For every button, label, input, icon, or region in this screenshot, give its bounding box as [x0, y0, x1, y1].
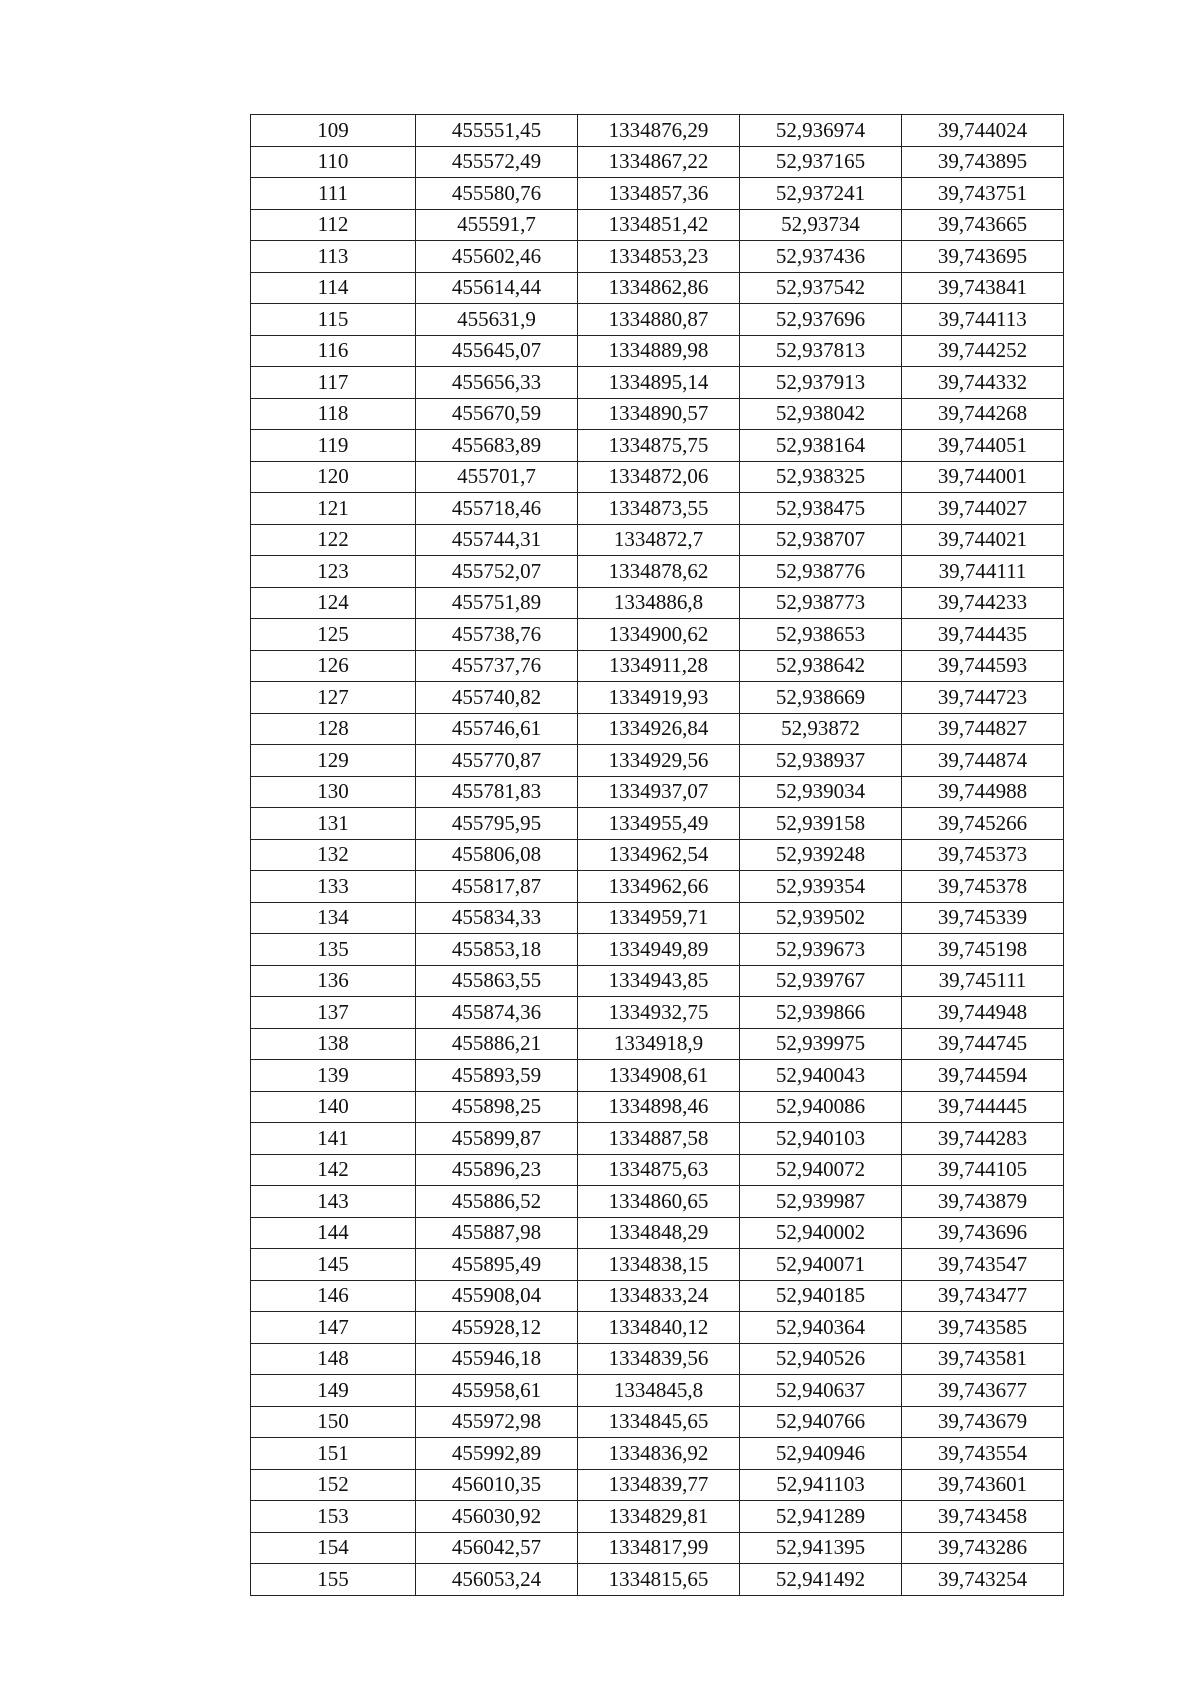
- table-row: [251, 335, 1064, 367]
- table-row: [251, 1564, 1064, 1596]
- coordinates-table: [250, 114, 1064, 1596]
- longitude-cell: 39,745266: [902, 808, 1064, 840]
- table-row: [251, 178, 1064, 210]
- longitude-cell: 39,743554: [902, 1438, 1064, 1470]
- point-number-cell: 147: [251, 1312, 416, 1344]
- y-coordinate-cell: 1334840,12: [578, 1312, 740, 1344]
- longitude-cell: 39,744445: [902, 1091, 1064, 1123]
- x-coordinate-cell: 455893,59: [416, 1060, 578, 1092]
- point-number-cell: 151: [251, 1438, 416, 1470]
- y-coordinate-cell: 1334962,66: [578, 871, 740, 903]
- latitude-cell: 52,937436: [740, 241, 902, 273]
- point-number-cell: 135: [251, 934, 416, 966]
- y-coordinate-cell: 1334887,58: [578, 1123, 740, 1155]
- longitude-cell: 39,743254: [902, 1564, 1064, 1596]
- point-number-cell: 116: [251, 335, 416, 367]
- y-coordinate-cell: 1334872,06: [578, 461, 740, 493]
- point-number-cell: 122: [251, 524, 416, 556]
- x-coordinate-cell: 455580,76: [416, 178, 578, 210]
- table-row: [251, 1091, 1064, 1123]
- longitude-cell: 39,743665: [902, 209, 1064, 241]
- point-number-cell: 133: [251, 871, 416, 903]
- point-number-cell: 152: [251, 1469, 416, 1501]
- point-number-cell: 118: [251, 398, 416, 430]
- y-coordinate-cell: 1334919,93: [578, 682, 740, 714]
- table-row: [251, 1343, 1064, 1375]
- x-coordinate-cell: 455853,18: [416, 934, 578, 966]
- point-number-cell: 121: [251, 493, 416, 525]
- table-row: [251, 619, 1064, 651]
- x-coordinate-cell: 455863,55: [416, 965, 578, 997]
- x-coordinate-cell: 455737,76: [416, 650, 578, 682]
- table-row: [251, 902, 1064, 934]
- table-row: [251, 1217, 1064, 1249]
- x-coordinate-cell: 455898,25: [416, 1091, 578, 1123]
- point-number-cell: 126: [251, 650, 416, 682]
- y-coordinate-cell: 1334895,14: [578, 367, 740, 399]
- x-coordinate-cell: 455670,59: [416, 398, 578, 430]
- latitude-cell: 52,940043: [740, 1060, 902, 1092]
- x-coordinate-cell: 455718,46: [416, 493, 578, 525]
- y-coordinate-cell: 1334932,75: [578, 997, 740, 1029]
- table-row: [251, 1406, 1064, 1438]
- table-row: [251, 524, 1064, 556]
- y-coordinate-cell: 1334862,86: [578, 272, 740, 304]
- point-number-cell: 129: [251, 745, 416, 777]
- longitude-cell: 39,743895: [902, 146, 1064, 178]
- y-coordinate-cell: 1334900,62: [578, 619, 740, 651]
- latitude-cell: 52,938164: [740, 430, 902, 462]
- point-number-cell: 149: [251, 1375, 416, 1407]
- table-row: [251, 871, 1064, 903]
- latitude-cell: 52,937696: [740, 304, 902, 336]
- latitude-cell: 52,940946: [740, 1438, 902, 1470]
- point-number-cell: 113: [251, 241, 416, 273]
- x-coordinate-cell: 455701,7: [416, 461, 578, 493]
- y-coordinate-cell: 1334886,8: [578, 587, 740, 619]
- x-coordinate-cell: 455740,82: [416, 682, 578, 714]
- point-number-cell: 144: [251, 1217, 416, 1249]
- table-row: [251, 493, 1064, 525]
- x-coordinate-cell: 455551,45: [416, 115, 578, 147]
- table-row: [251, 209, 1064, 241]
- y-coordinate-cell: 1334929,56: [578, 745, 740, 777]
- y-coordinate-cell: 1334860,65: [578, 1186, 740, 1218]
- longitude-cell: 39,743601: [902, 1469, 1064, 1501]
- point-number-cell: 137: [251, 997, 416, 1029]
- x-coordinate-cell: 455738,76: [416, 619, 578, 651]
- longitude-cell: 39,745339: [902, 902, 1064, 934]
- point-number-cell: 125: [251, 619, 416, 651]
- y-coordinate-cell: 1334833,24: [578, 1280, 740, 1312]
- latitude-cell: 52,941492: [740, 1564, 902, 1596]
- latitude-cell: 52,940071: [740, 1249, 902, 1281]
- table-row: [251, 1532, 1064, 1564]
- y-coordinate-cell: 1334875,63: [578, 1154, 740, 1186]
- longitude-cell: 39,744268: [902, 398, 1064, 430]
- longitude-cell: 39,744001: [902, 461, 1064, 493]
- longitude-cell: 39,744435: [902, 619, 1064, 651]
- table-row: [251, 556, 1064, 588]
- x-coordinate-cell: 455614,44: [416, 272, 578, 304]
- latitude-cell: 52,938653: [740, 619, 902, 651]
- y-coordinate-cell: 1334949,89: [578, 934, 740, 966]
- longitude-cell: 39,744252: [902, 335, 1064, 367]
- y-coordinate-cell: 1334873,55: [578, 493, 740, 525]
- point-number-cell: 136: [251, 965, 416, 997]
- point-number-cell: 112: [251, 209, 416, 241]
- longitude-cell: 39,744021: [902, 524, 1064, 556]
- x-coordinate-cell: 455899,87: [416, 1123, 578, 1155]
- x-coordinate-cell: 455744,31: [416, 524, 578, 556]
- longitude-cell: 39,743458: [902, 1501, 1064, 1533]
- point-number-cell: 111: [251, 178, 416, 210]
- x-coordinate-cell: 455746,61: [416, 713, 578, 745]
- table-row: [251, 713, 1064, 745]
- table-row: [251, 650, 1064, 682]
- latitude-cell: 52,938937: [740, 745, 902, 777]
- x-coordinate-cell: 455908,04: [416, 1280, 578, 1312]
- y-coordinate-cell: 1334898,46: [578, 1091, 740, 1123]
- point-number-cell: 146: [251, 1280, 416, 1312]
- table-row: [251, 745, 1064, 777]
- table-row: [251, 934, 1064, 966]
- y-coordinate-cell: 1334875,75: [578, 430, 740, 462]
- point-number-cell: 127: [251, 682, 416, 714]
- table-row: [251, 304, 1064, 336]
- table-row: [251, 997, 1064, 1029]
- table-row: [251, 272, 1064, 304]
- y-coordinate-cell: 1334836,92: [578, 1438, 740, 1470]
- x-coordinate-cell: 456053,24: [416, 1564, 578, 1596]
- x-coordinate-cell: 455752,07: [416, 556, 578, 588]
- x-coordinate-cell: 455886,52: [416, 1186, 578, 1218]
- point-number-cell: 148: [251, 1343, 416, 1375]
- latitude-cell: 52,940103: [740, 1123, 902, 1155]
- y-coordinate-cell: 1334839,56: [578, 1343, 740, 1375]
- point-number-cell: 110: [251, 146, 416, 178]
- table-row: [251, 241, 1064, 273]
- table-row: [251, 1060, 1064, 1092]
- latitude-cell: 52,939987: [740, 1186, 902, 1218]
- longitude-cell: 39,743477: [902, 1280, 1064, 1312]
- latitude-cell: 52,93734: [740, 209, 902, 241]
- longitude-cell: 39,743695: [902, 241, 1064, 273]
- point-number-cell: 150: [251, 1406, 416, 1438]
- longitude-cell: 39,743547: [902, 1249, 1064, 1281]
- x-coordinate-cell: 456010,35: [416, 1469, 578, 1501]
- table-row: [251, 1249, 1064, 1281]
- y-coordinate-cell: 1334845,8: [578, 1375, 740, 1407]
- point-number-cell: 134: [251, 902, 416, 934]
- y-coordinate-cell: 1334890,57: [578, 398, 740, 430]
- y-coordinate-cell: 1334857,36: [578, 178, 740, 210]
- y-coordinate-cell: 1334851,42: [578, 209, 740, 241]
- table-row: [251, 965, 1064, 997]
- x-coordinate-cell: 455806,08: [416, 839, 578, 871]
- table-row: [251, 1438, 1064, 1470]
- x-coordinate-cell: 455874,36: [416, 997, 578, 1029]
- latitude-cell: 52,940526: [740, 1343, 902, 1375]
- latitude-cell: 52,940766: [740, 1406, 902, 1438]
- table-row: [251, 1312, 1064, 1344]
- table-row: [251, 115, 1064, 147]
- x-coordinate-cell: 455895,49: [416, 1249, 578, 1281]
- latitude-cell: 52,939354: [740, 871, 902, 903]
- table-row: [251, 367, 1064, 399]
- latitude-cell: 52,938325: [740, 461, 902, 493]
- latitude-cell: 52,940072: [740, 1154, 902, 1186]
- y-coordinate-cell: 1334918,9: [578, 1028, 740, 1060]
- longitude-cell: 39,744988: [902, 776, 1064, 808]
- latitude-cell: 52,938669: [740, 682, 902, 714]
- y-coordinate-cell: 1334878,62: [578, 556, 740, 588]
- y-coordinate-cell: 1334926,84: [578, 713, 740, 745]
- latitude-cell: 52,941103: [740, 1469, 902, 1501]
- point-number-cell: 120: [251, 461, 416, 493]
- y-coordinate-cell: 1334867,22: [578, 146, 740, 178]
- point-number-cell: 145: [251, 1249, 416, 1281]
- longitude-cell: 39,744113: [902, 304, 1064, 336]
- latitude-cell: 52,940637: [740, 1375, 902, 1407]
- x-coordinate-cell: 455886,21: [416, 1028, 578, 1060]
- point-number-cell: 128: [251, 713, 416, 745]
- x-coordinate-cell: 455683,89: [416, 430, 578, 462]
- longitude-cell: 39,745198: [902, 934, 1064, 966]
- point-number-cell: 154: [251, 1532, 416, 1564]
- x-coordinate-cell: 455834,33: [416, 902, 578, 934]
- x-coordinate-cell: 455751,89: [416, 587, 578, 619]
- longitude-cell: 39,745111: [902, 965, 1064, 997]
- table-row: [251, 1186, 1064, 1218]
- longitude-cell: 39,744111: [902, 556, 1064, 588]
- longitude-cell: 39,744024: [902, 115, 1064, 147]
- x-coordinate-cell: 455781,83: [416, 776, 578, 808]
- y-coordinate-cell: 1334880,87: [578, 304, 740, 336]
- point-number-cell: 117: [251, 367, 416, 399]
- x-coordinate-cell: 455631,9: [416, 304, 578, 336]
- longitude-cell: 39,745373: [902, 839, 1064, 871]
- x-coordinate-cell: 455946,18: [416, 1343, 578, 1375]
- point-number-cell: 114: [251, 272, 416, 304]
- latitude-cell: 52,93872: [740, 713, 902, 745]
- longitude-cell: 39,743841: [902, 272, 1064, 304]
- point-number-cell: 155: [251, 1564, 416, 1596]
- coordinates-table-body: [251, 115, 1064, 1596]
- longitude-cell: 39,744233: [902, 587, 1064, 619]
- latitude-cell: 52,939034: [740, 776, 902, 808]
- point-number-cell: 119: [251, 430, 416, 462]
- longitude-cell: 39,744027: [902, 493, 1064, 525]
- point-number-cell: 140: [251, 1091, 416, 1123]
- x-coordinate-cell: 455591,7: [416, 209, 578, 241]
- point-number-cell: 153: [251, 1501, 416, 1533]
- point-number-cell: 123: [251, 556, 416, 588]
- latitude-cell: 52,939866: [740, 997, 902, 1029]
- y-coordinate-cell: 1334838,15: [578, 1249, 740, 1281]
- x-coordinate-cell: 455887,98: [416, 1217, 578, 1249]
- x-coordinate-cell: 455602,46: [416, 241, 578, 273]
- y-coordinate-cell: 1334937,07: [578, 776, 740, 808]
- latitude-cell: 52,941289: [740, 1501, 902, 1533]
- longitude-cell: 39,743879: [902, 1186, 1064, 1218]
- latitude-cell: 52,939248: [740, 839, 902, 871]
- longitude-cell: 39,743696: [902, 1217, 1064, 1249]
- table-row: [251, 1028, 1064, 1060]
- longitude-cell: 39,744105: [902, 1154, 1064, 1186]
- point-number-cell: 143: [251, 1186, 416, 1218]
- x-coordinate-cell: 455928,12: [416, 1312, 578, 1344]
- x-coordinate-cell: 456042,57: [416, 1532, 578, 1564]
- latitude-cell: 52,940185: [740, 1280, 902, 1312]
- y-coordinate-cell: 1334962,54: [578, 839, 740, 871]
- latitude-cell: 52,937542: [740, 272, 902, 304]
- latitude-cell: 52,940086: [740, 1091, 902, 1123]
- point-number-cell: 130: [251, 776, 416, 808]
- longitude-cell: 39,743585: [902, 1312, 1064, 1344]
- x-coordinate-cell: 455656,33: [416, 367, 578, 399]
- longitude-cell: 39,744874: [902, 745, 1064, 777]
- point-number-cell: 138: [251, 1028, 416, 1060]
- table-row: [251, 398, 1064, 430]
- x-coordinate-cell: 455896,23: [416, 1154, 578, 1186]
- latitude-cell: 52,939502: [740, 902, 902, 934]
- longitude-cell: 39,744723: [902, 682, 1064, 714]
- table-row: [251, 430, 1064, 462]
- latitude-cell: 52,939975: [740, 1028, 902, 1060]
- y-coordinate-cell: 1334911,28: [578, 650, 740, 682]
- table-row: [251, 461, 1064, 493]
- table-row: [251, 1280, 1064, 1312]
- y-coordinate-cell: 1334845,65: [578, 1406, 740, 1438]
- x-coordinate-cell: 455972,98: [416, 1406, 578, 1438]
- longitude-cell: 39,744948: [902, 997, 1064, 1029]
- table-row: [251, 682, 1064, 714]
- table-row: [251, 808, 1064, 840]
- y-coordinate-cell: 1334955,49: [578, 808, 740, 840]
- longitude-cell: 39,744332: [902, 367, 1064, 399]
- y-coordinate-cell: 1334959,71: [578, 902, 740, 934]
- x-coordinate-cell: 455645,07: [416, 335, 578, 367]
- y-coordinate-cell: 1334943,85: [578, 965, 740, 997]
- latitude-cell: 52,940002: [740, 1217, 902, 1249]
- latitude-cell: 52,939673: [740, 934, 902, 966]
- longitude-cell: 39,745378: [902, 871, 1064, 903]
- latitude-cell: 52,940364: [740, 1312, 902, 1344]
- x-coordinate-cell: 455817,87: [416, 871, 578, 903]
- latitude-cell: 52,937165: [740, 146, 902, 178]
- latitude-cell: 52,937813: [740, 335, 902, 367]
- latitude-cell: 52,938707: [740, 524, 902, 556]
- latitude-cell: 52,938773: [740, 587, 902, 619]
- y-coordinate-cell: 1334848,29: [578, 1217, 740, 1249]
- point-number-cell: 124: [251, 587, 416, 619]
- table-row: [251, 776, 1064, 808]
- latitude-cell: 52,941395: [740, 1532, 902, 1564]
- table-row: [251, 1375, 1064, 1407]
- longitude-cell: 39,743581: [902, 1343, 1064, 1375]
- latitude-cell: 52,938642: [740, 650, 902, 682]
- latitude-cell: 52,938042: [740, 398, 902, 430]
- table-row: [251, 587, 1064, 619]
- y-coordinate-cell: 1334839,77: [578, 1469, 740, 1501]
- point-number-cell: 141: [251, 1123, 416, 1155]
- table-row: [251, 146, 1064, 178]
- x-coordinate-cell: 456030,92: [416, 1501, 578, 1533]
- y-coordinate-cell: 1334815,65: [578, 1564, 740, 1596]
- longitude-cell: 39,744745: [902, 1028, 1064, 1060]
- x-coordinate-cell: 455770,87: [416, 745, 578, 777]
- longitude-cell: 39,744594: [902, 1060, 1064, 1092]
- y-coordinate-cell: 1334889,98: [578, 335, 740, 367]
- table-row: [251, 1123, 1064, 1155]
- latitude-cell: 52,939158: [740, 808, 902, 840]
- longitude-cell: 39,743679: [902, 1406, 1064, 1438]
- latitude-cell: 52,936974: [740, 115, 902, 147]
- point-number-cell: 109: [251, 115, 416, 147]
- x-coordinate-cell: 455572,49: [416, 146, 578, 178]
- latitude-cell: 52,937241: [740, 178, 902, 210]
- latitude-cell: 52,937913: [740, 367, 902, 399]
- x-coordinate-cell: 455992,89: [416, 1438, 578, 1470]
- longitude-cell: 39,744051: [902, 430, 1064, 462]
- longitude-cell: 39,743677: [902, 1375, 1064, 1407]
- latitude-cell: 52,939767: [740, 965, 902, 997]
- point-number-cell: 139: [251, 1060, 416, 1092]
- table-row: [251, 1501, 1064, 1533]
- y-coordinate-cell: 1334908,61: [578, 1060, 740, 1092]
- longitude-cell: 39,743751: [902, 178, 1064, 210]
- x-coordinate-cell: 455795,95: [416, 808, 578, 840]
- y-coordinate-cell: 1334853,23: [578, 241, 740, 273]
- table-row: [251, 839, 1064, 871]
- longitude-cell: 39,744593: [902, 650, 1064, 682]
- latitude-cell: 52,938475: [740, 493, 902, 525]
- point-number-cell: 131: [251, 808, 416, 840]
- y-coordinate-cell: 1334876,29: [578, 115, 740, 147]
- longitude-cell: 39,743286: [902, 1532, 1064, 1564]
- y-coordinate-cell: 1334872,7: [578, 524, 740, 556]
- y-coordinate-cell: 1334829,81: [578, 1501, 740, 1533]
- x-coordinate-cell: 455958,61: [416, 1375, 578, 1407]
- table-row: [251, 1469, 1064, 1501]
- latitude-cell: 52,938776: [740, 556, 902, 588]
- point-number-cell: 132: [251, 839, 416, 871]
- longitude-cell: 39,744283: [902, 1123, 1064, 1155]
- longitude-cell: 39,744827: [902, 713, 1064, 745]
- point-number-cell: 115: [251, 304, 416, 336]
- table-row: [251, 1154, 1064, 1186]
- y-coordinate-cell: 1334817,99: [578, 1532, 740, 1564]
- point-number-cell: 142: [251, 1154, 416, 1186]
